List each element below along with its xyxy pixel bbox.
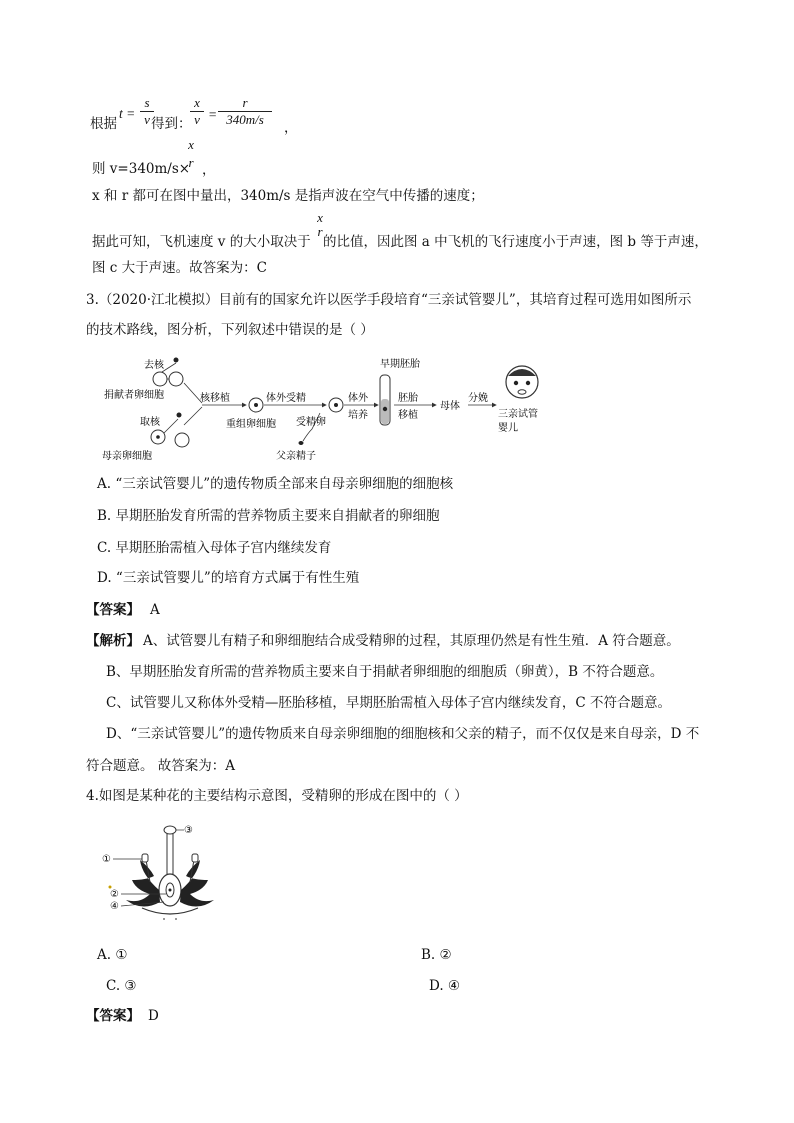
fraction-x-over-r-2: x r xyxy=(317,210,323,239)
label-early-embryo: 早期胚胎 xyxy=(380,359,420,370)
t-equals: t = xyxy=(119,106,136,121)
style xyxy=(167,833,173,878)
label-transfer: 移植 xyxy=(398,410,418,421)
flower-structure-diagram xyxy=(102,820,242,920)
label-nuclear-transfer: 核移植 xyxy=(200,393,230,404)
mother-egg-enucleated xyxy=(175,433,189,447)
label-father-sperm: 父亲精子 xyxy=(276,451,316,462)
q4-option-c: C. ③ xyxy=(106,978,137,994)
q3-option-d: D. “三亲试管婴儿”的培育方式属于有性生殖 xyxy=(97,570,360,586)
q4-option-a: A. ① xyxy=(97,947,128,963)
label-mother-body: 母体 xyxy=(440,401,460,412)
label-in-vitro: 体外 xyxy=(348,393,368,404)
right-petals xyxy=(180,860,214,907)
q3-explain-line2: B、早期胚胎发育所需的营养物质主要来自于捐献者卵细胞的细胞质（卵黄），B 不符合题意。 xyxy=(106,664,664,680)
equals-sign: = xyxy=(208,107,218,122)
label-in-vitro-fert: 体外受精 xyxy=(266,393,306,404)
label-2: ② xyxy=(110,889,119,900)
baby-face-icon xyxy=(506,366,538,398)
q3-option-c: C. 早期胚胎需植入母体子宫内继续发育 xyxy=(97,540,332,556)
q4-stem: 4.如图是某种花的主要结构示意图，受精卵的形成在图中的（ ） xyxy=(86,788,468,804)
label-donor-egg: 捐献者卵细胞 xyxy=(104,390,164,401)
solution-line1-prefix: 根据 xyxy=(90,116,117,132)
solution-line3: x 和 r 都可在图中量出，340m/s 是指声波在空气中传播的速度； xyxy=(92,188,484,204)
label-take-nucleus: 取核 xyxy=(140,417,160,428)
label-baby-line2: 婴儿 xyxy=(498,423,518,434)
q4-answer-label: 【答案】 xyxy=(86,1008,140,1024)
label-recombined-egg: 重组卵细胞 xyxy=(226,419,276,430)
q3-answer-value: A xyxy=(150,602,160,618)
solution-line1-mid: 得到： xyxy=(151,116,192,132)
sperm-head xyxy=(299,441,304,445)
q4-option-d: D. ④ xyxy=(429,978,461,994)
label-embryo: 胚胎 xyxy=(398,393,418,404)
q3-explain-line1: A、试管婴儿有精子和卵细胞结合成受精卵的过程，其原理仍然是有性生殖．A 符合题意。 xyxy=(143,633,680,649)
donor-egg-enucleated xyxy=(169,372,183,386)
left-petals xyxy=(126,860,160,907)
q3-answer-label: 【答案】 xyxy=(86,602,140,618)
label-baby-line1: 三亲试管 xyxy=(498,409,538,420)
q3-stem-line1: 3.（2020·江北模拟）目前有的国家允许以医学手段培育“三亲试管婴儿”，其培育过程可选用如图所示 xyxy=(86,292,692,308)
solution-line5: 图 c 大于声速。故答案为：C xyxy=(92,260,267,276)
fraction-x-over-r: x r xyxy=(188,137,194,170)
receptacle xyxy=(142,908,198,914)
label-delivery: 分娩 xyxy=(468,393,488,404)
fraction-r-over-340: r 340m/s xyxy=(218,96,272,127)
donor-egg-cell xyxy=(153,372,167,386)
removed-nucleus-dot xyxy=(174,358,179,363)
q3-stem-line2: 的技术路线，图分析，下列叙述中错误的是（ ） xyxy=(86,322,374,338)
solution-line2: 则 v=340m/s× xyxy=(92,161,191,177)
label-culture: 培养 xyxy=(348,410,368,421)
q3-option-a: A. “三亲试管婴儿”的遗传物质全部来自母亲卵细胞的细胞核 xyxy=(97,476,454,492)
q3-explain-line3: C、试管婴儿又称体外受精—胚胎移植，早期胚胎需植入母体子宫内继续发育，C 不符合题意。 xyxy=(106,695,671,711)
solution-line2-end: ， xyxy=(202,162,216,178)
remove-arrow xyxy=(162,363,176,372)
three-parent-ivf-diagram xyxy=(98,355,488,463)
q3-explain-line5: 符合题意。 故答案为：A xyxy=(86,758,236,774)
label-1: ① xyxy=(102,854,111,865)
label-4: ④ xyxy=(110,901,119,912)
solution-line1-end: ， xyxy=(284,120,298,136)
taken-nucleus-dot xyxy=(177,413,182,418)
q3-option-b: B. 早期胚胎发育所需的营养物质主要来自捐献者的卵细胞 xyxy=(97,508,440,524)
fraction-x-over-v: x v xyxy=(190,96,204,127)
label-fertilized-egg: 受精卵 xyxy=(296,417,326,428)
solution-line4a: 据此可知，飞机速度 v 的大小取决于 xyxy=(92,234,311,250)
q4-option-b: B. ② xyxy=(421,947,452,963)
label-remove-nucleus: 去核 xyxy=(144,360,164,371)
q3-explain-label: 【解析】 xyxy=(86,633,140,649)
q4-answer-value: D xyxy=(148,1008,159,1024)
stigma xyxy=(164,826,176,834)
label-mother-egg: 母亲卵细胞 xyxy=(102,451,152,462)
solution-line4b: 的比值，因此图 a 中飞机的飞行速度小于声速，图 b 等于声速， xyxy=(323,234,708,250)
label-3: ③ xyxy=(184,825,193,836)
birth-and-baby-diagram xyxy=(468,360,548,460)
fraction-s-over-v: s v xyxy=(140,96,154,127)
q3-explain-line4: D、“三亲试管婴儿”的遗传物质来自母亲卵细胞的细胞核和父亲的精子，而不仅仅是来自母亲，D 不 xyxy=(106,726,700,742)
